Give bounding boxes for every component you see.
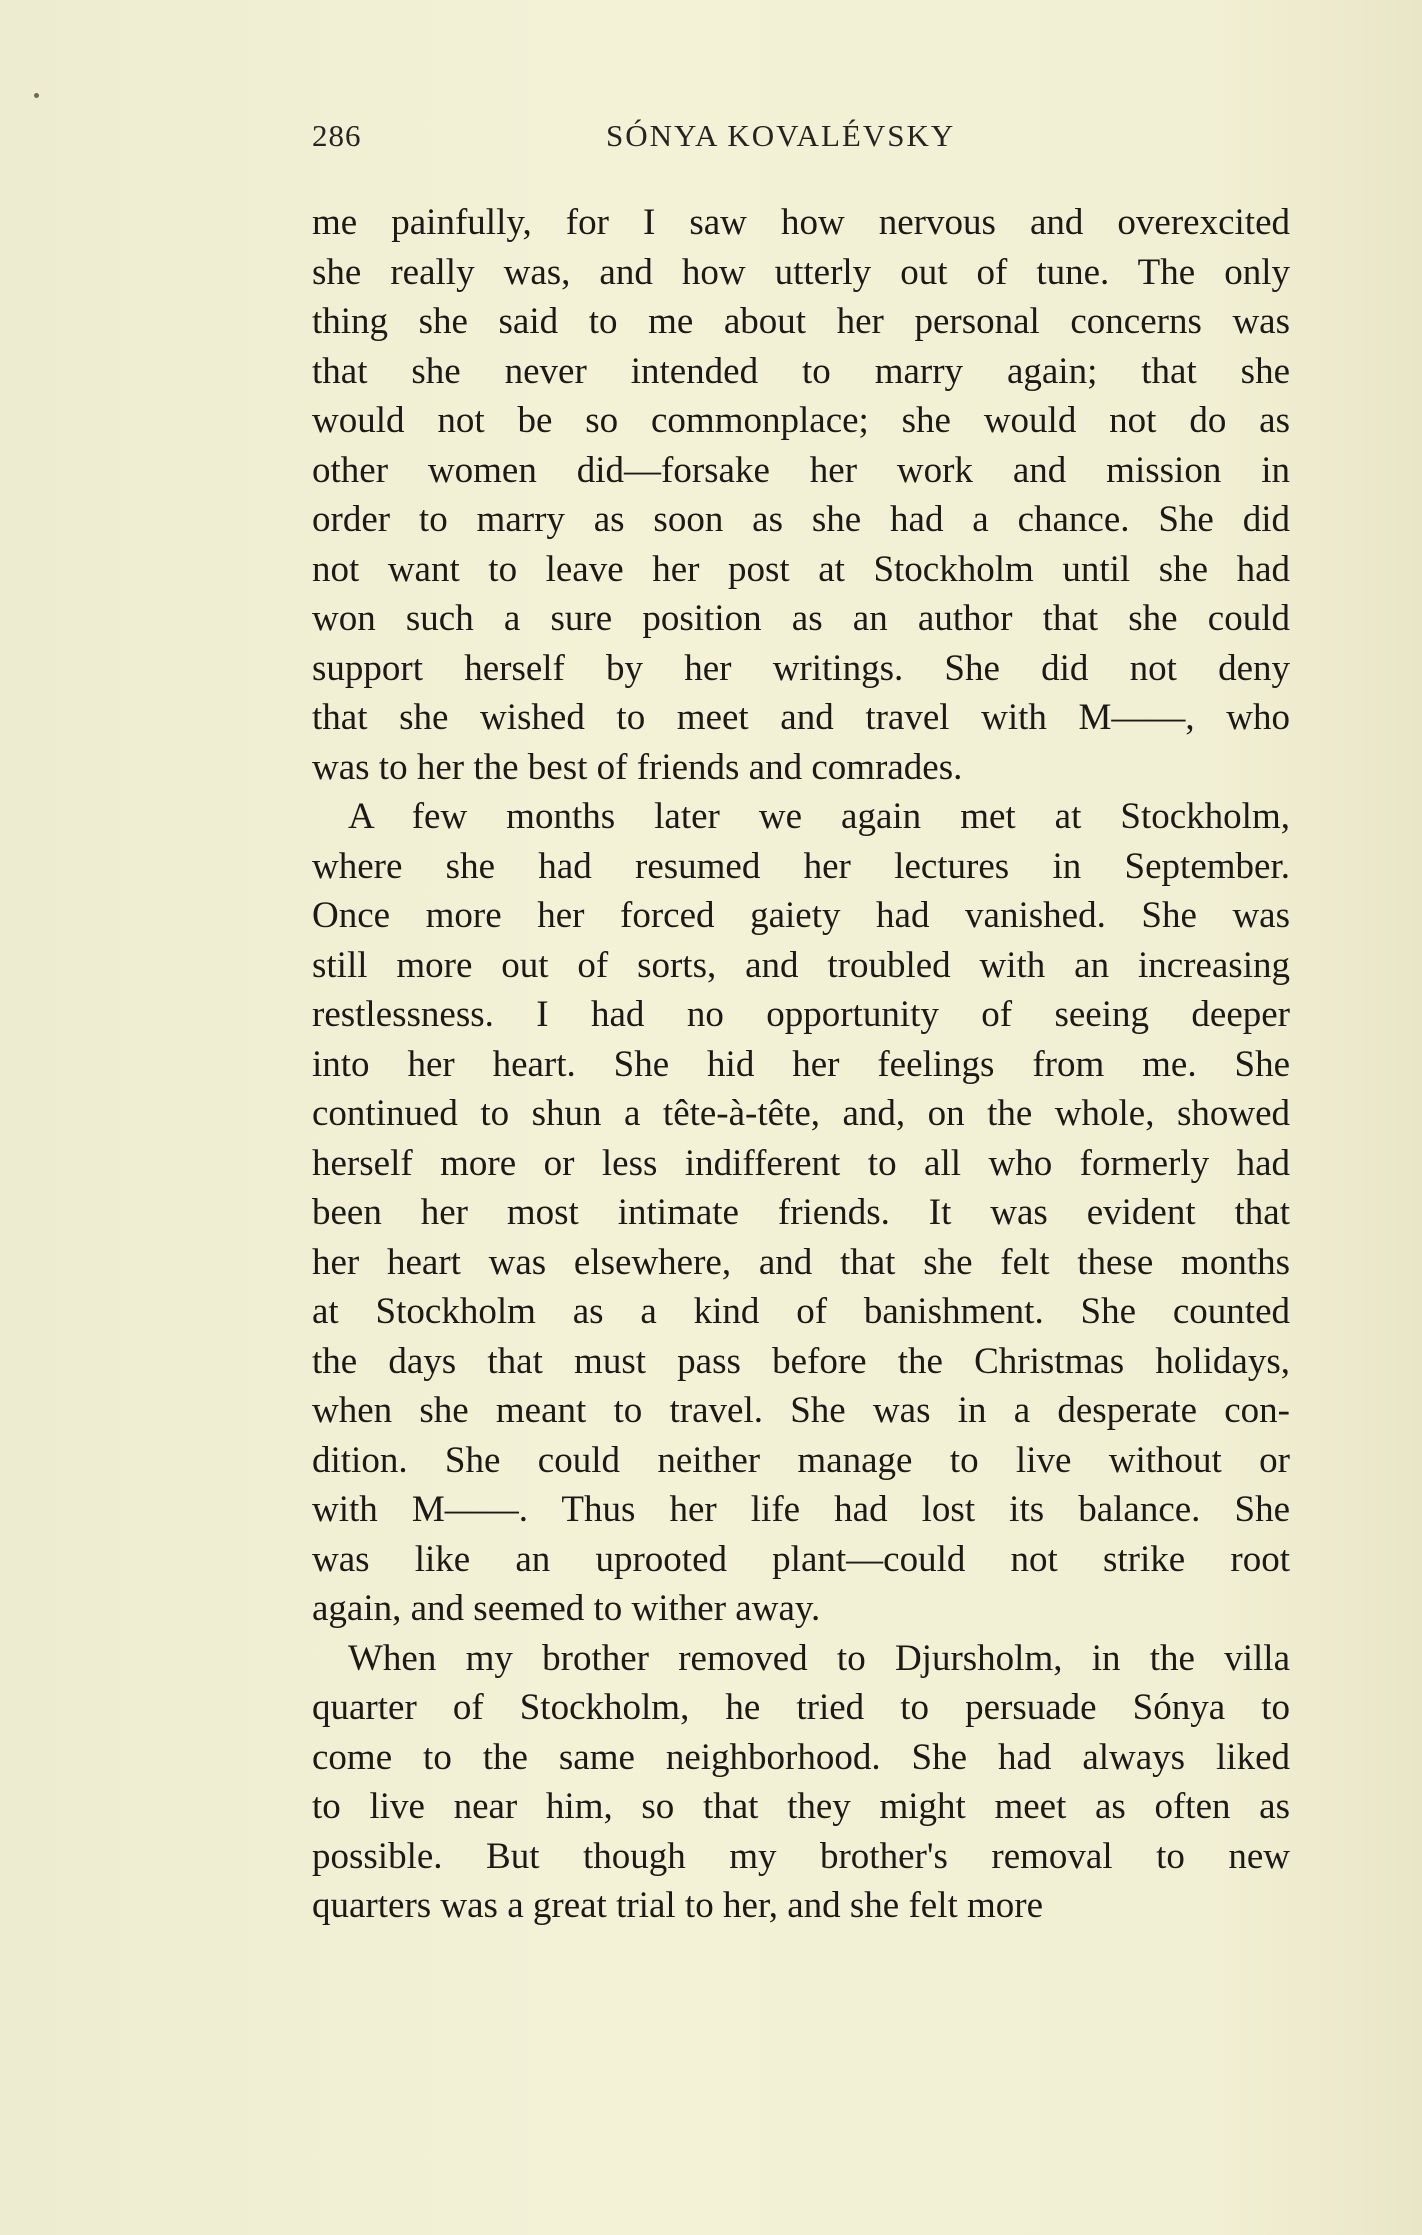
text-line: continued to shun a tête-à-tête, and, on the whole, showed xyxy=(312,1093,1290,1134)
paper-speck xyxy=(34,93,39,98)
book-title: SÓNYA KOVALÉVSKY xyxy=(606,118,956,153)
text-line: was to her the best of friends and comrades. xyxy=(312,746,963,788)
text-line: restlessness. I had no opportunity of seeing deeper xyxy=(312,994,1290,1035)
text-line: quarters was a great trial to her, and she felt more xyxy=(312,1885,1044,1926)
paragraph xyxy=(312,1634,1290,1931)
text-line: dition. She could neither manage to live without or xyxy=(312,1439,1290,1481)
text-line: possible. But though my brother's removal to new xyxy=(312,1835,1290,1877)
text-line: her heart was elsewhere, and that she felt these months xyxy=(312,1241,1290,1283)
text-line: would not be so commonplace; she would not do as xyxy=(312,400,1290,441)
text-line: me painfully, for I saw how nervous and overexcited xyxy=(312,202,1290,243)
text-line: when she meant to travel. She was in a desperate con- xyxy=(312,1390,1290,1431)
text-line: the days that must pass before the Christmas holidays, xyxy=(312,1340,1290,1382)
text-line: to live near him, so that they might meet as often as xyxy=(312,1786,1290,1827)
text-line: where she had resumed her lectures in September. xyxy=(312,845,1290,887)
body-text xyxy=(312,198,1290,1931)
paragraph xyxy=(312,198,1290,792)
text-line: into her heart. She hid her feelings from me. She xyxy=(312,1043,1290,1085)
text-line: been her most intimate friends. It was evident that xyxy=(312,1192,1290,1233)
text-line: herself more or less indifferent to all who formerly had xyxy=(312,1142,1290,1184)
text-line: again, and seemed to wither away. xyxy=(312,1588,821,1629)
text-line: When my brother removed to Djursholm, in the villa xyxy=(348,1637,1290,1679)
text-line: not want to leave her post at Stockholm until she had xyxy=(312,548,1290,590)
text-line: that she never intended to marry again; that she xyxy=(312,350,1290,392)
text-line: won such a sure position as an author that she could xyxy=(312,598,1290,639)
text-line: thing she said to me about her personal concerns was xyxy=(312,301,1290,342)
text-line: A few months later we again met at Stockholm, xyxy=(348,796,1290,837)
text-line: she really was, and how utterly out of tune. The only xyxy=(312,251,1290,293)
text-line: order to marry as soon as she had a chance. She did xyxy=(312,499,1290,540)
text-line: Once more her forced gaiety had vanished. She was xyxy=(312,895,1290,936)
text-line: other women did—forsake her work and mission in xyxy=(312,449,1290,491)
page-number: 286 xyxy=(312,118,362,153)
text-line: was like an uprooted plant—could not strike root xyxy=(312,1538,1290,1580)
running-header xyxy=(312,118,1292,168)
text-line: that she wished to meet and travel with M——, who xyxy=(312,697,1290,738)
text-line: still more out of sorts, and troubled with an increasing xyxy=(312,944,1290,986)
text-line: at Stockholm as a kind of banishment. She counted xyxy=(312,1291,1290,1332)
text-line: with M——. Thus her life had lost its balance. She xyxy=(312,1489,1290,1530)
text-line: support herself by her writings. She did not deny xyxy=(312,647,1290,689)
paragraph xyxy=(312,792,1290,1634)
text-line: come to the same neighborhood. She had always liked xyxy=(312,1736,1290,1778)
text-line: quarter of Stockholm, he tried to persuade Sónya to xyxy=(312,1687,1290,1728)
